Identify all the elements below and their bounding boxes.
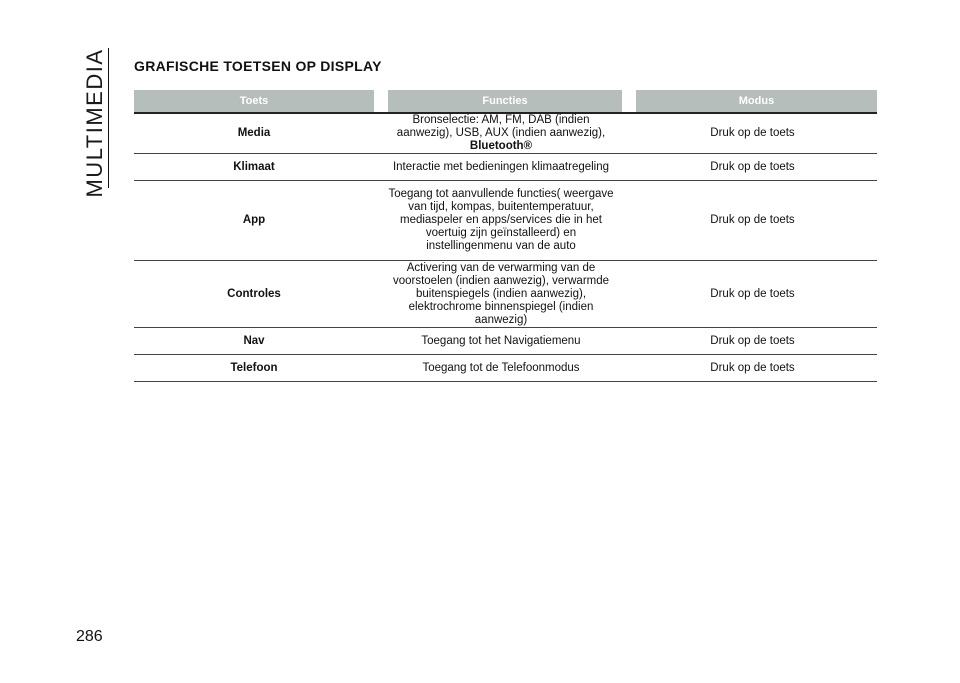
side-section-title (80, 47, 110, 198)
row-functies (374, 114, 628, 153)
row-toets: Media (237, 127, 271, 139)
row-modus: Druk op de toets (710, 214, 795, 226)
row-toets: App (242, 214, 266, 226)
table-row (134, 181, 877, 261)
section-title: GRAFISCHE TOETSEN OP DISPLAY (134, 58, 382, 74)
page-number: 286 (76, 628, 103, 645)
row-functies-bold: Bluetooth® (469, 140, 533, 152)
row-modus: Druk op de toets (710, 334, 795, 347)
row-modus: Druk op de toets (710, 287, 795, 300)
row-functies (374, 188, 628, 253)
side-section-title-text: MULTIMEDIA (82, 47, 107, 198)
row-toets: Controles (227, 287, 281, 300)
row-functies: Interactie met bedieningen klimaatregeling (392, 160, 610, 173)
row-toets: Klimaat (233, 160, 275, 173)
header-modus: Modus (636, 90, 877, 112)
row-toets: Telefoon (230, 361, 278, 374)
row-modus: Druk op de toets (710, 127, 795, 139)
row-modus: Druk op de toets (710, 160, 795, 173)
row-functies (374, 262, 628, 327)
row-functies-text: Activering van de verwarming van de voorstoelen (indien aanwezig), verwarmde buitenspiegels (indien aanwezig), elektrochrome binnenspiegel (indien aanwezig) (392, 261, 610, 326)
row-functies-text: Toegang tot aanvullende functies( weergave van tijd, kompas, buitentemperatuur, mediaspeler en apps/services die in het voertuig zijn geïnstalleerd) en instellingenmenu van de auto (388, 188, 614, 252)
header-toets: Toets (134, 90, 374, 112)
row-functies: Toegang tot de Telefoonmodus (422, 361, 580, 374)
table-header (134, 90, 877, 114)
row-toets: Nav (243, 334, 265, 347)
table-row (134, 114, 877, 154)
row-functies-text: Bronselectie: AM, FM, DAB (indien aanwezig), USB, AUX (indien aanwezig), (396, 114, 606, 139)
table-row (134, 154, 877, 181)
header-functies: Functies (388, 90, 622, 112)
side-divider (108, 48, 109, 188)
table-row (134, 355, 877, 382)
row-modus: Druk op de toets (710, 361, 795, 374)
buttons-table (134, 90, 877, 382)
row-functies: Toegang tot het Navigatiemenu (421, 334, 581, 347)
table-row (134, 261, 877, 328)
table-row (134, 328, 877, 355)
